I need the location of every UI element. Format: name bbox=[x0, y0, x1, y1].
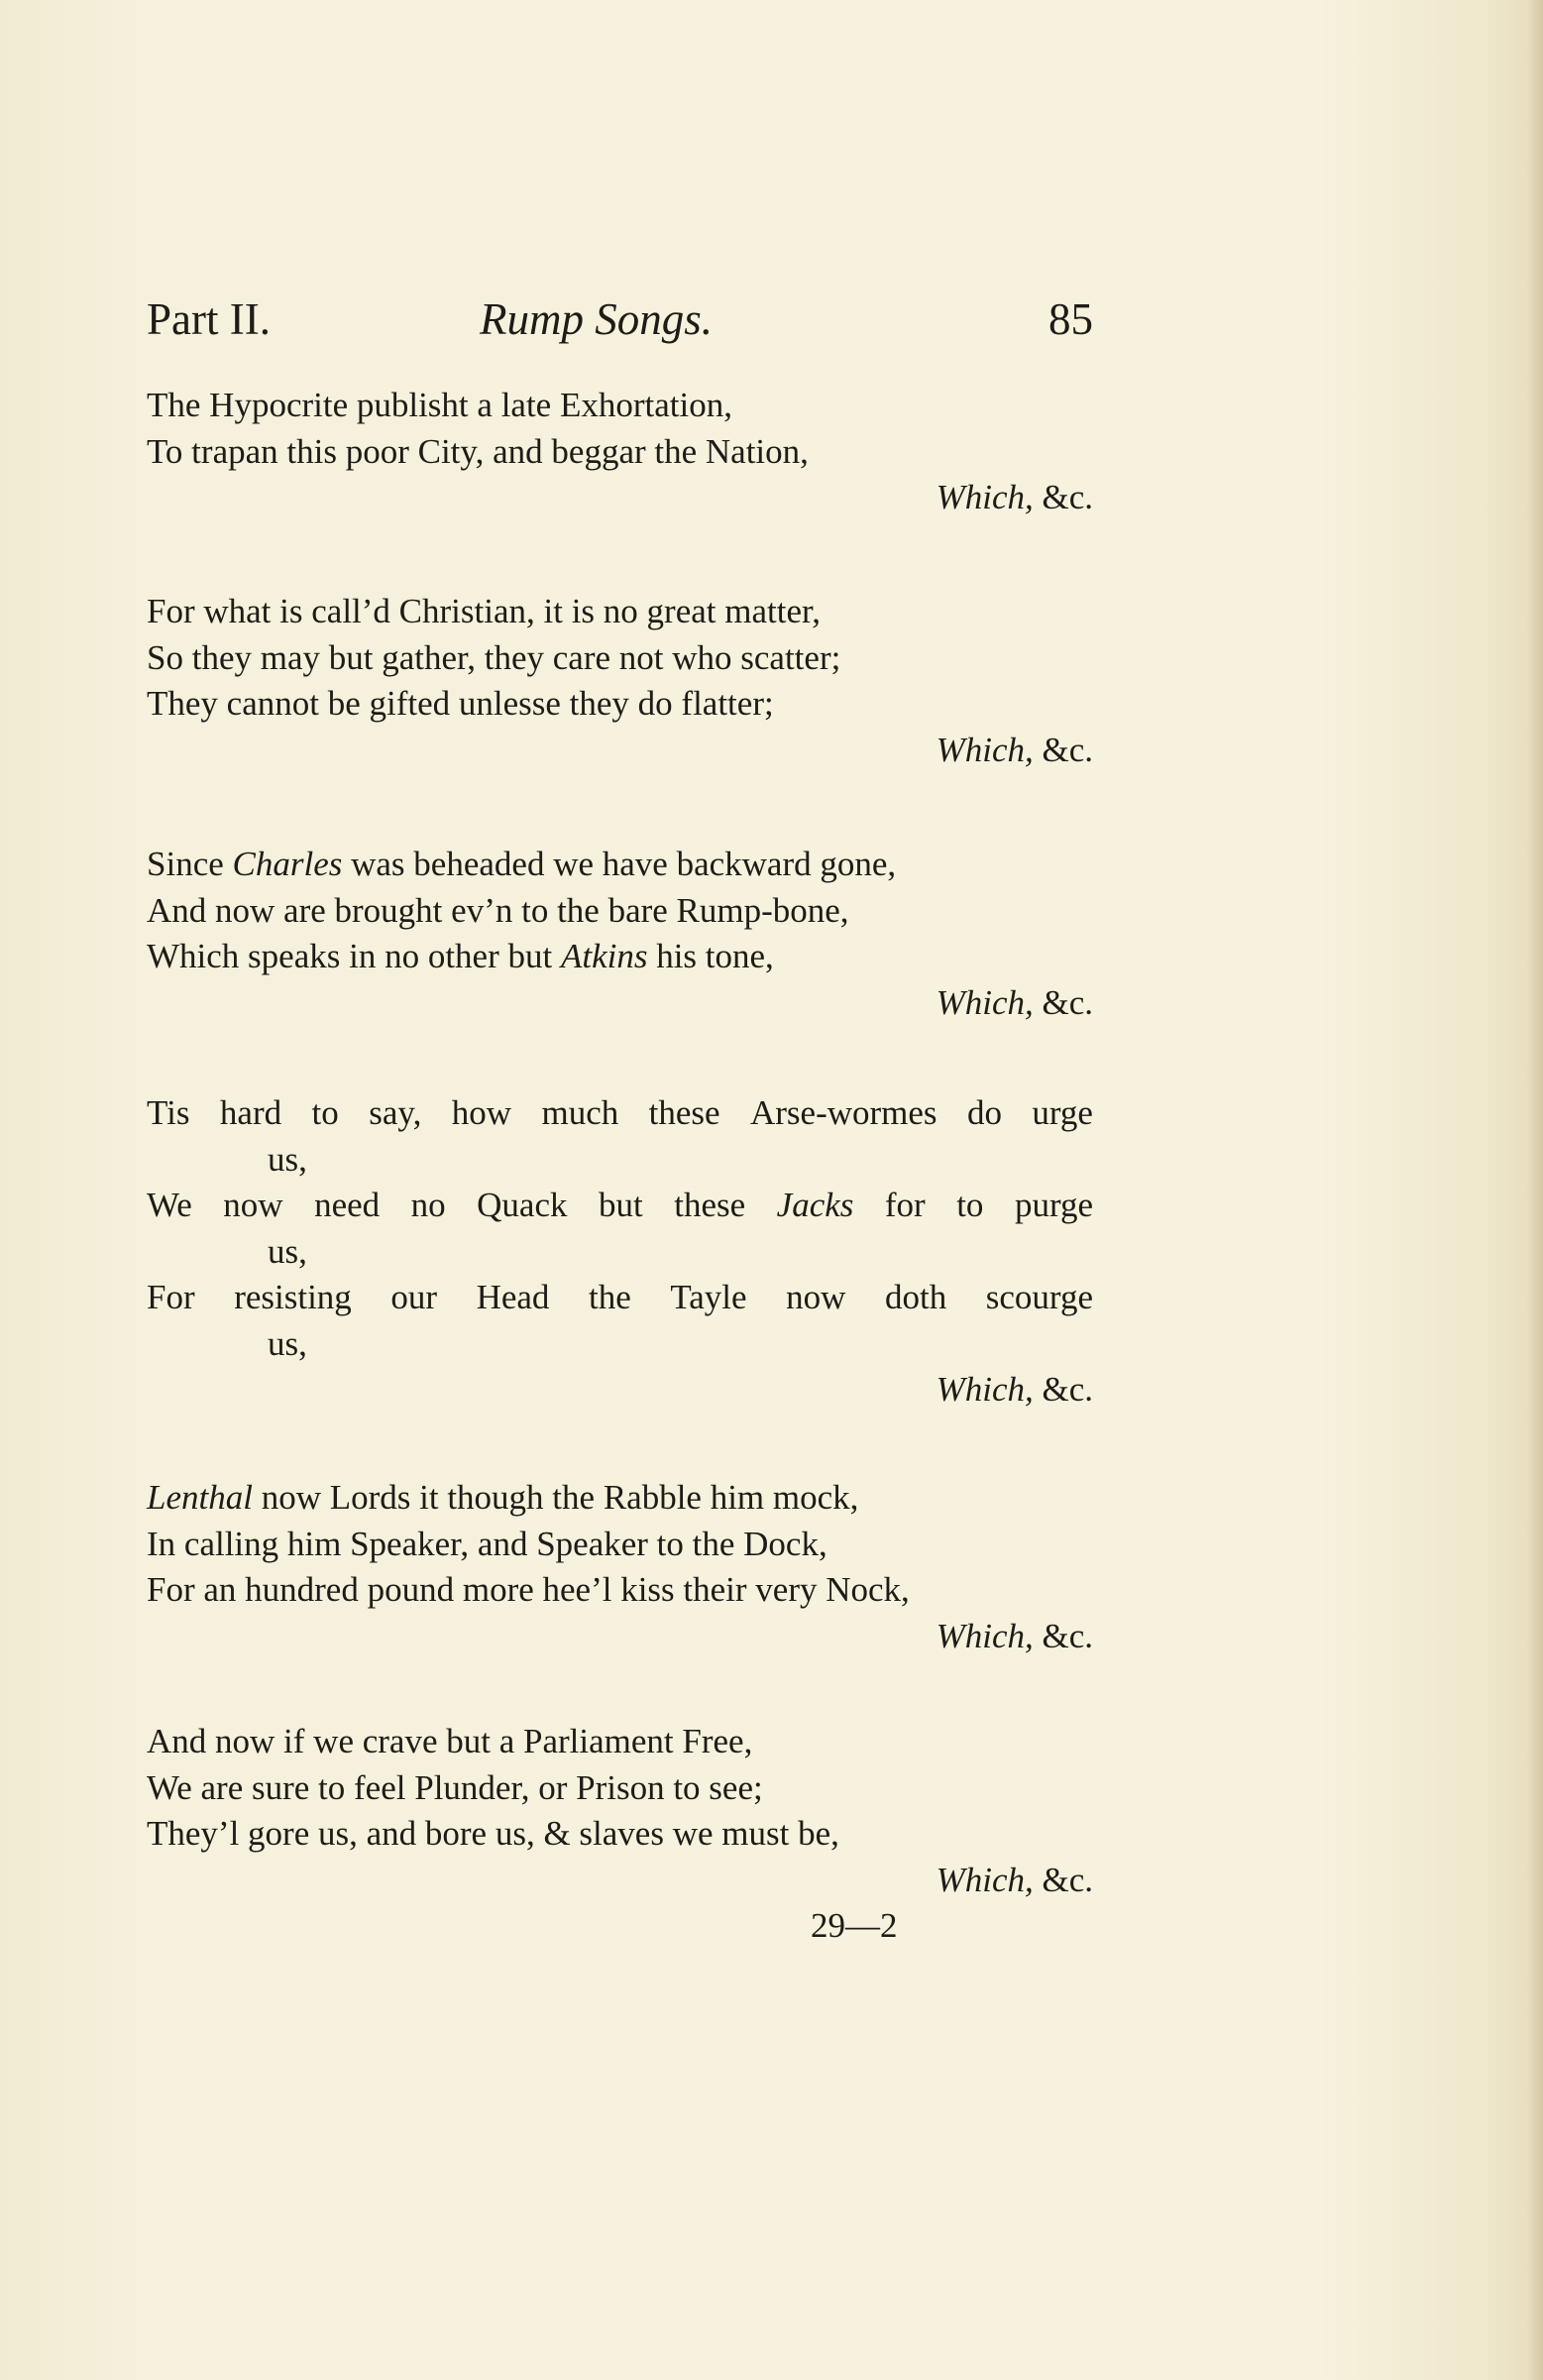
page-edge-shadow bbox=[1527, 0, 1543, 2380]
refrain: Which, &c. bbox=[936, 478, 1093, 516]
header-title: Rump Songs. bbox=[480, 294, 713, 344]
verse-line: So they may but gather, they care not who scatter; bbox=[147, 637, 841, 677]
name-atkins: Atkins bbox=[560, 937, 648, 975]
refrain: Which, &c. bbox=[936, 1370, 1093, 1409]
verse-line: For what is call’d Christian, it is no great matter, bbox=[147, 592, 821, 630]
header-part: Part II. bbox=[147, 294, 271, 344]
stanza-4 bbox=[147, 1090, 1093, 1414]
verse-line: For resisting our Head the Tayle now doth scourge bbox=[147, 1278, 1093, 1316]
verse-line: Since Charles was beheaded we have backward gone, bbox=[147, 845, 897, 883]
verse-line: Which speaks in no other but Atkins his tone, bbox=[147, 937, 774, 975]
verse-line-continuation: us, bbox=[268, 1231, 307, 1271]
verse-line: We now need no Quack but these Jacks for to purge bbox=[147, 1183, 1093, 1229]
stanza-6 bbox=[147, 1719, 1093, 1903]
verse-line: And now if we crave but a Parliament Free, bbox=[147, 1722, 753, 1760]
refrain: Which, &c. bbox=[936, 730, 1093, 769]
name-lenthal: Lenthal bbox=[147, 1478, 253, 1517]
verse-line: For an hundred pound more hee’l kiss their very Nock, bbox=[147, 1570, 910, 1609]
stanza-5 bbox=[147, 1475, 1093, 1659]
verse-line: Tis hard to say, how much these Arse-wormes do urge bbox=[147, 1093, 1093, 1132]
verse-line-continuation: us, bbox=[268, 1323, 307, 1363]
stanza-1 bbox=[147, 383, 1093, 521]
verse-line: They cannot be gifted unlesse they do flatter; bbox=[147, 684, 774, 723]
stanza-3 bbox=[147, 842, 1093, 1026]
verse-line-continuation: us, bbox=[268, 1139, 307, 1179]
verse-line: We are sure to feel Plunder, or Prison to see; bbox=[147, 1767, 763, 1807]
running-header bbox=[147, 289, 1093, 359]
verse-line: In calling him Speaker, and Speaker to the Dock, bbox=[147, 1524, 827, 1563]
verse-line: The Hypocrite publisht a late Exhortation, bbox=[147, 386, 732, 424]
refrain: Which, &c. bbox=[936, 1616, 1093, 1655]
verse-line: They’l gore us, and bore us, & slaves we must be, bbox=[147, 1814, 839, 1853]
page-number: 85 bbox=[1048, 294, 1093, 344]
name-jacks: Jacks bbox=[776, 1186, 854, 1224]
stanza-2 bbox=[147, 589, 1093, 773]
refrain: Which, &c. bbox=[936, 1860, 1093, 1899]
signature-mark: 29—2 bbox=[811, 1906, 898, 1945]
verse-line: Lenthal now Lords it though the Rabble him mock, bbox=[147, 1478, 859, 1517]
verse-line: And now are brought ev’n to the bare Rump-bone, bbox=[147, 890, 849, 930]
refrain: Which, &c. bbox=[936, 982, 1093, 1022]
name-charles: Charles bbox=[232, 845, 343, 883]
verse-line: To trapan this poor City, and beggar the Nation, bbox=[147, 431, 809, 471]
